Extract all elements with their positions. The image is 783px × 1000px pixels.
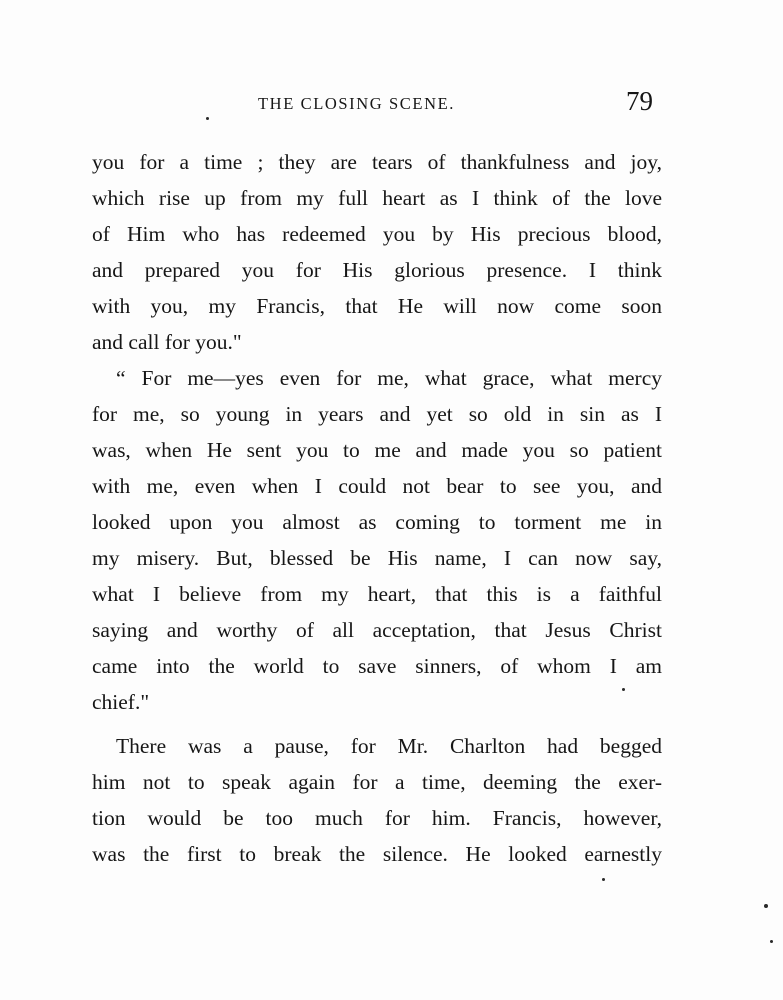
text-line: him not to speak again for a time, deeming the exer- [92, 770, 662, 794]
running-head [0, 86, 783, 122]
running-title: THE CLOSING SCENE. [258, 94, 456, 113]
text-line: looked upon you almost as coming to torment me in [92, 510, 662, 534]
text-line: chief." [92, 690, 150, 714]
text-line: was, when He sent you to me and made you so patient [92, 438, 662, 462]
text-line: of Him who has redeemed you by His precious blood, [92, 222, 662, 246]
ink-speck [206, 117, 209, 120]
paragraph-3 [92, 728, 662, 872]
text-line: what I believe from my heart, that this is a faithful [92, 582, 662, 606]
paragraph-2 [92, 360, 662, 720]
page-number: 79 [626, 86, 653, 116]
text-line: tion would be too much for him. Francis, however, [92, 806, 662, 830]
text-line: and prepared you for His glorious presence. I think [92, 258, 662, 282]
text-line: with you, my Francis, that He will now come soon [92, 294, 662, 318]
text-line: came into the world to save sinners, of whom I am [92, 654, 662, 678]
text-line: saying and worthy of all acceptation, that Jesus Christ [92, 618, 662, 642]
paragraph-1 [92, 144, 662, 360]
ink-speck [770, 940, 773, 943]
text-line: was the first to break the silence. He looked earnestly [92, 842, 662, 866]
ink-speck [622, 688, 625, 691]
text-line: There was a pause, for Mr. Charlton had begged [116, 734, 662, 758]
text-line: my misery. But, blessed be His name, I can now say, [92, 546, 662, 570]
text-line: “ For me—yes even for me, what grace, what mercy [116, 366, 662, 390]
text-line: with me, even when I could not bear to see you, and [92, 474, 662, 498]
text-line: you for a time ; they are tears of thankfulness and joy, [92, 150, 662, 174]
ink-speck [764, 904, 768, 908]
body-text [92, 144, 662, 872]
ink-speck [602, 878, 605, 881]
text-line: for me, so young in years and yet so old in sin as I [92, 402, 662, 426]
text-line: which rise up from my full heart as I think of the love [92, 186, 662, 210]
text-line: and call for you." [92, 330, 242, 354]
paragraph-gap [92, 720, 662, 728]
